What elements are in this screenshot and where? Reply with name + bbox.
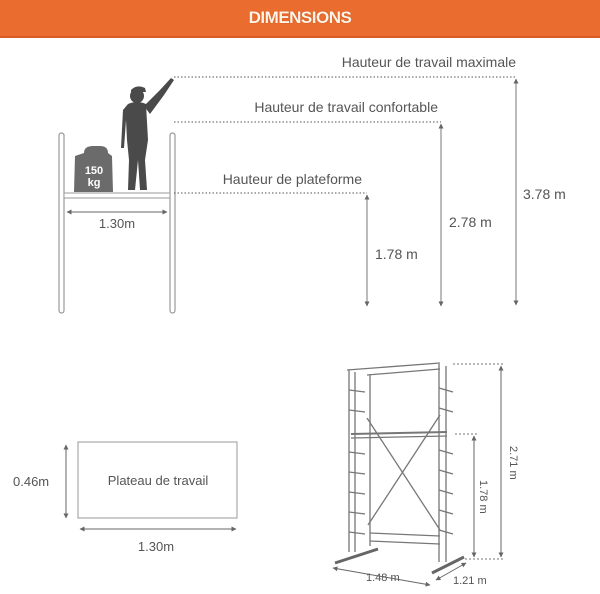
left-post [59,133,64,313]
plateau-width-label: 1.30m [137,539,175,554]
platform-figure [59,78,175,313]
platform-height-value: 1.78 m [375,246,418,262]
right-post [170,133,175,313]
weight-unit: kg [87,177,101,189]
plateau-depth-label: 0.46m [13,474,50,489]
plateau-diagram [13,442,237,554]
platform-deck [64,193,170,198]
total-height-label: 2.71 m [507,446,519,480]
plateau-label: Plateau de travail [107,473,209,488]
scaffold-platform-height-label: 1.78 m [477,480,489,514]
max-height-value: 3.78 m [523,186,566,202]
comfort-height-label: Hauteur de travail confortable [254,99,438,115]
page-title: DIMENSIONS [248,8,352,27]
max-height-label: Hauteur de travail maximale [341,54,516,70]
platform-height-label: Hauteur de plateforme [222,171,362,187]
scaffold-illustration [335,363,464,573]
scaffold-length-label: 1.48 m [366,572,400,584]
platform-width-label: 1.30m [98,216,136,231]
worker-icon [121,78,174,190]
comfort-height-value: 2.78 m [449,214,492,230]
weight-icon [74,146,113,192]
scaffold-width-label: 1.21 m [453,575,487,587]
weight-number: 150 [84,165,104,177]
